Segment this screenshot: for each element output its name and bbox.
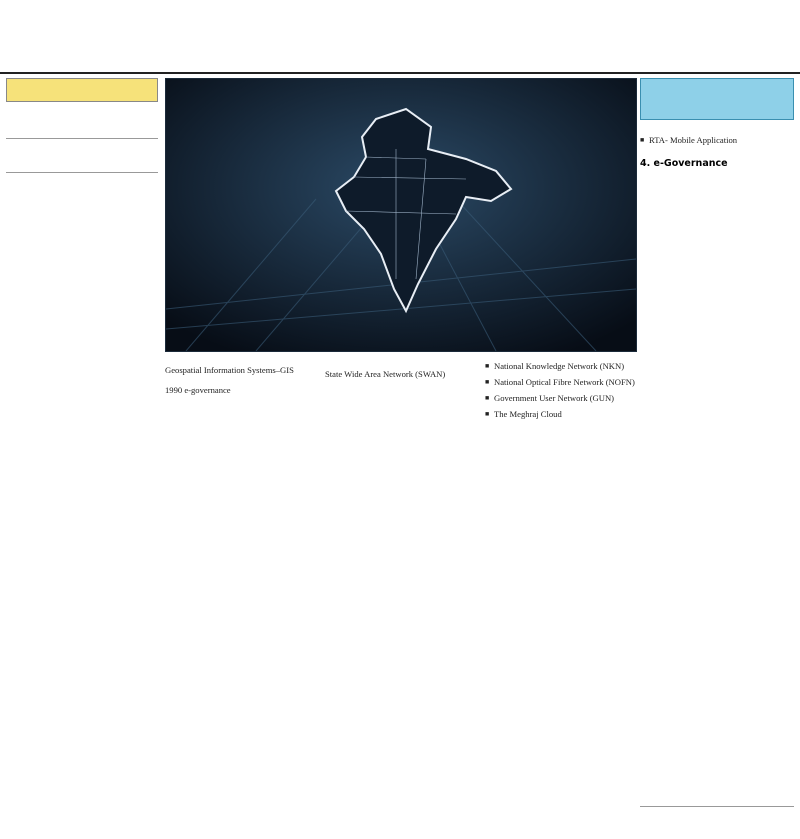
english-term: ■ The Meghraj Cloud [485,408,635,420]
right-column [640,78,794,176]
india-map-image [165,78,637,352]
section-heading [6,170,158,173]
section-heading: 4. e-Governance [640,158,728,169]
section-heading [6,136,158,139]
year-text: 1990 e-governance [165,385,231,395]
exam-tag [640,78,794,120]
section-tag [6,78,158,102]
india-map-icon [166,79,636,351]
english-term: Geospatial Information Systems–GIS [165,365,294,375]
center-col-1 [165,360,315,432]
english-term: ■ RTA- Mobile Application [640,134,794,146]
english-term: State Wide Area Network (SWAN) [325,369,446,379]
english-term: ■ National Knowledge Network (NKN) [485,360,635,372]
center-col-3 [485,360,635,432]
academy-credit [640,806,794,831]
english-term: ■ National Optical Fibre Network (NOFN) [485,376,635,388]
center-area [165,78,635,432]
left-column [6,78,158,193]
center-columns [165,360,635,432]
headline [0,0,800,74]
english-term: ■ Government User Network (GUN) [485,392,635,404]
center-col-2 [325,360,475,432]
